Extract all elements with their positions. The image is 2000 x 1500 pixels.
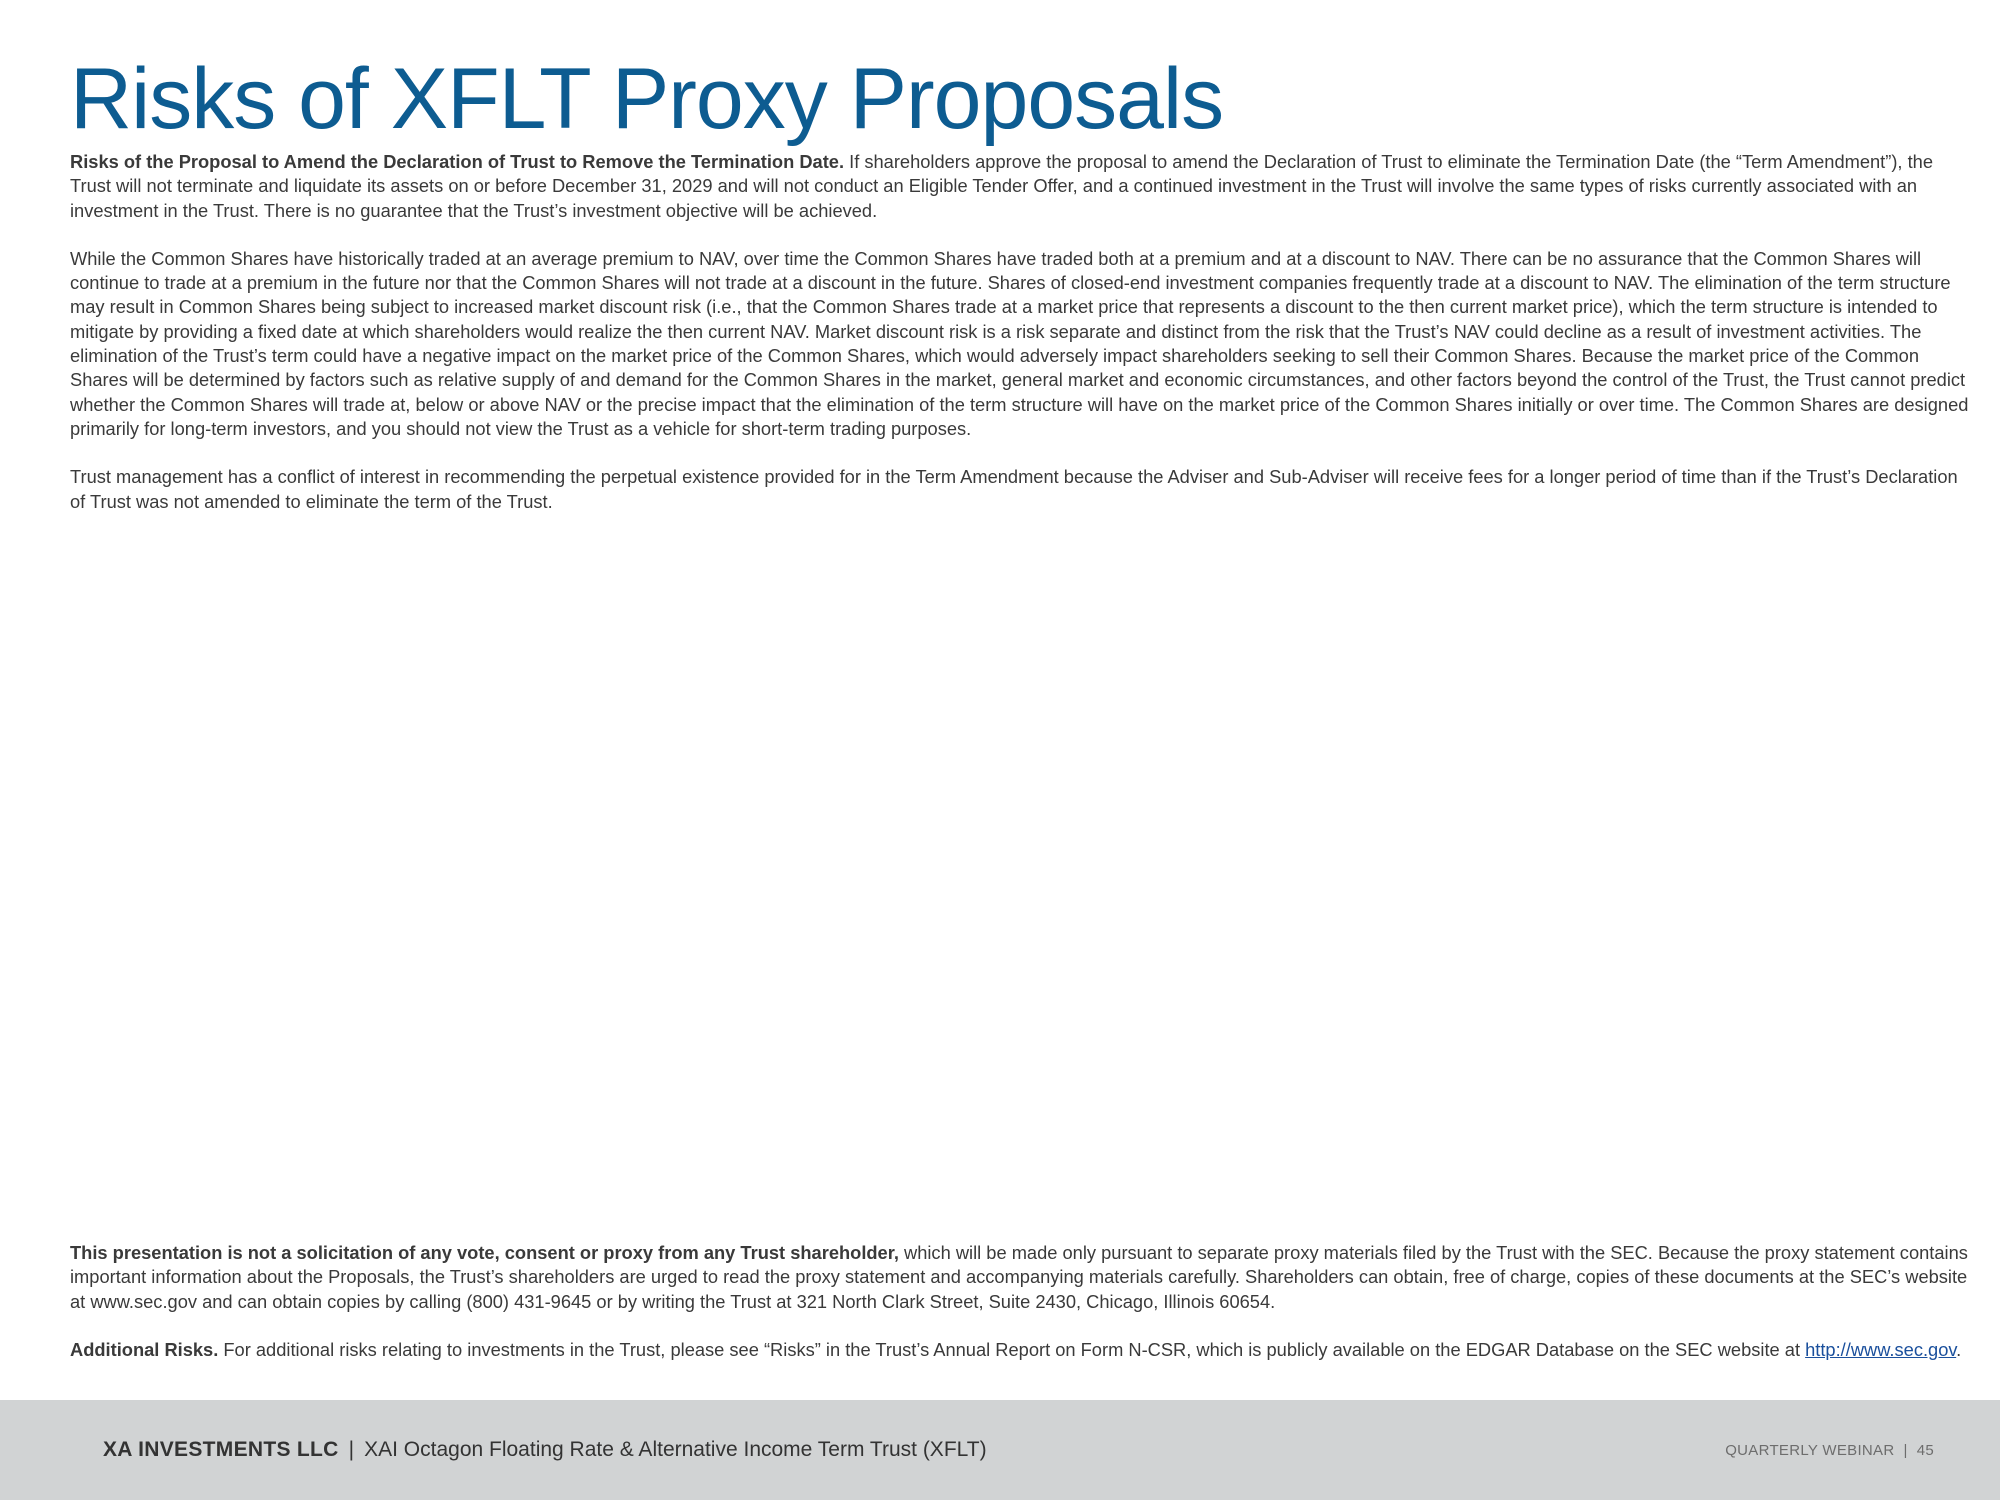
disclaimer-block bbox=[70, 1241, 1970, 1386]
footer-label: QUARTERLY WEBINAR bbox=[1725, 1442, 1895, 1459]
additional-risks-heading: Additional Risks. bbox=[70, 1338, 219, 1360]
footer-fund-name: XAI Octagon Floating Rate & Alternative Income Term Trust (XFLT) bbox=[364, 1438, 987, 1461]
footer-page-separator: | bbox=[1903, 1442, 1908, 1459]
market-discount-risk-paragraph: While the Common Shares have historically traded at an average premium to NAV, over time the Common Shares have traded both at a premium and at a discount to NAV. There can be no assurance that the Common Shares will continue to trade at a premium in the future nor that the Common Shares will not trade at a discount in the future. Shares of closed-end investment companies frequently trade at a discount to NAV. The elimination of the term structure may result in Common Shares being subject to increased market discount risk (i.e., that the Common Shares trade at a market price that represents a discount to the then current market price), which the term structure is intended to mitigate by providing a fixed date at which shareholders would realize the then current NAV. Market discount risk is a risk separate and distinct from the risk that the Trust’s NAV could decline as a result of investment activities. The elimination of the Trust’s term could have a negative impact on the market price of the Common Shares, which would adversely impact shareholders seeking to sell their Common Shares. Because the market price of the Common Shares will be determined by factors such as relative supply of and demand for the Common Shares in the market, general market and economic circumstances, and other factors beyond the control of the Trust, the Trust cannot predict whether the Common Shares will trade at, below or above NAV or the precise impact that the elimination of the term structure will have on the market price of the Common Shares initially or over time. The Common Shares are designed primarily for long-term investors, and you should not view the Trust as a vehicle for short-term trading purposes. bbox=[70, 247, 1969, 439]
additional-risks-paragraph bbox=[70, 1338, 1970, 1362]
sec-website-link[interactable]: http://www.sec.gov bbox=[1805, 1338, 1957, 1360]
footer-bar bbox=[0, 1400, 2000, 1500]
footer-right bbox=[1725, 1442, 1934, 1459]
term-amendment-risk-text: If shareholders approve the proposal to amend the Declaration of Trust to eliminate the Termination Date (the “Term Amendment”), the Trust will not terminate and liquidate its assets on or before December 31, 2029 and will not conduct an Eligible Tender Offer, and a continued investment in the Trust will involve the same types of risks currently associated with an investment in the Trust. There is no guarantee that the Trust’s investment objective will be achieved. bbox=[70, 151, 1934, 221]
main-content bbox=[70, 150, 1970, 538]
page-number: 45 bbox=[1916, 1442, 1934, 1459]
solicitation-disclaimer-heading: This presentation is not a solicitation of any vote, consent or proxy from any Trust shareholder, bbox=[70, 1242, 899, 1263]
solicitation-disclaimer-paragraph bbox=[70, 1241, 1970, 1314]
conflict-of-interest-paragraph: Trust management has a conflict of interest in recommending the perpetual existence provided for in the Term Amendment because the Adviser and Sub-Adviser will receive fees for a longer period of time than if the Trust’s Declaration of Trust was not amended to eliminate the term of the Trust. bbox=[70, 466, 1958, 512]
term-amendment-risk-heading: Risks of the Proposal to Amend the Declaration of Trust to Remove the Termination Date. bbox=[70, 151, 845, 172]
additional-risks-text: For additional risks relating to investments in the Trust, please see “Risks” in the Trust’s Annual Report on Form N-CSR, which is publicly available on the EDGAR Database on the SEC website at bbox=[218, 1338, 1806, 1360]
additional-risks-period: . bbox=[1956, 1338, 1962, 1360]
slide-title: Risks of XFLT Proxy Proposals bbox=[70, 51, 1224, 147]
footer-company-name: XA INVESTMENTS LLC bbox=[103, 1438, 339, 1461]
term-amendment-risk-paragraph bbox=[70, 150, 1970, 223]
footer-separator: | bbox=[348, 1438, 355, 1461]
solicitation-disclaimer-text: which will be made only pursuant to separate proxy materials filed by the Trust with the SEC. Because the proxy statement contains important information about the Proposals, the Trust’s shareholders are urged to read the proxy statement and accompanying materials carefully. Shareholders can obtain, free of charge, copies of these documents at the SEC’s website at www.sec.gov and can obtain copies by calling (800) 431-9645 or by writing the Trust at 321 North Clark Street, Suite 2430, Chicago, Illinois 60654. bbox=[70, 1242, 1968, 1312]
footer-left bbox=[103, 1438, 987, 1462]
